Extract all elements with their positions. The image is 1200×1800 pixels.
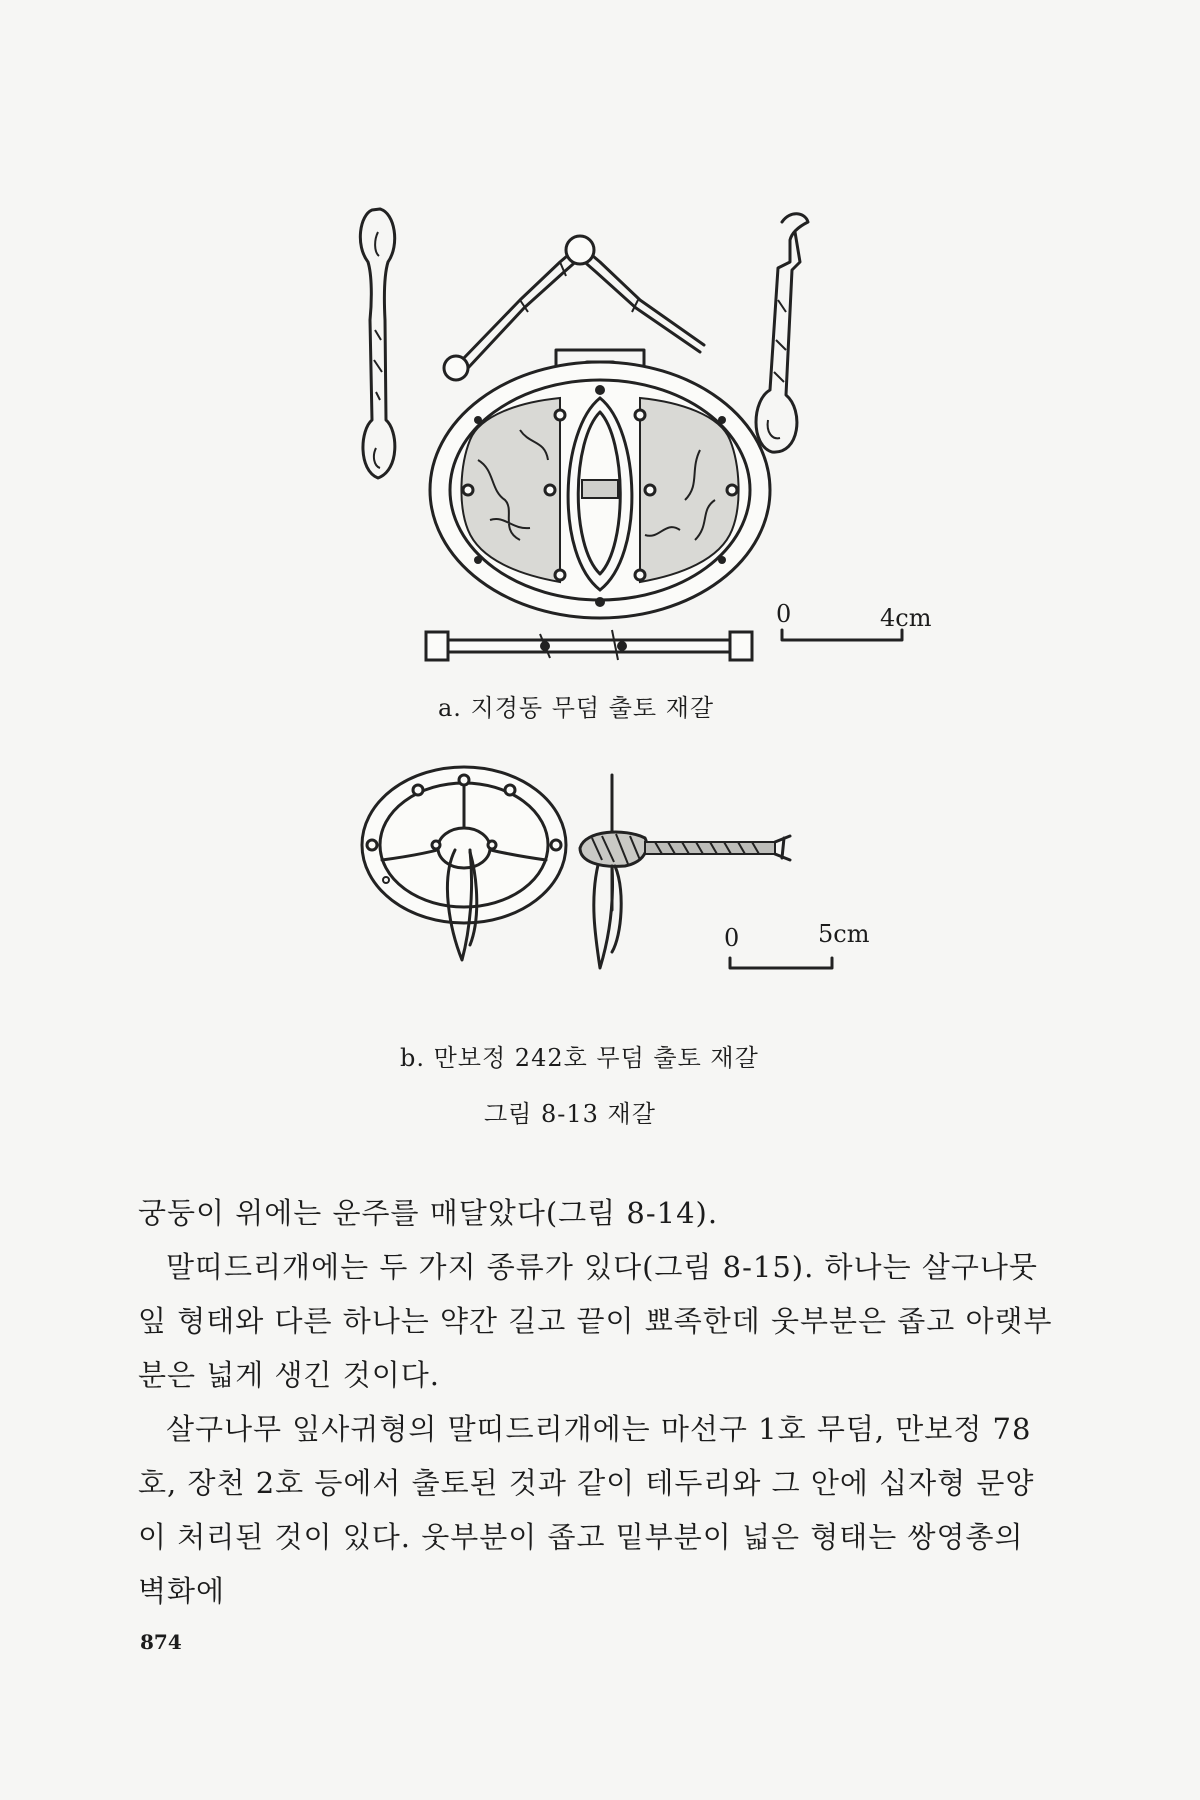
page-number: 874	[140, 1630, 182, 1654]
bit-plate-drawing	[430, 350, 770, 618]
figure-b-caption: b. 만보정 242호 무덤 출토 재갈	[400, 1044, 759, 1072]
paragraph-2: 말띠드리개에는 두 가지 종류가 있다(그림 8-15). 하나는 살구나뭇잎 형태와 다른 하나는 약간 길고 끝이 뾰족한데 웃부분은 좁고 아랫부분은 넓게 생긴 것이다.	[138, 1250, 1053, 1392]
scale-a-end-label: 4cm	[880, 604, 932, 632]
scale-a-zero-label: 0	[776, 600, 792, 628]
paragraph-3: 살구나무 잎사귀형의 말띠드리개에는 마선구 1호 무덤, 만보정 78호, 장천 2호 등에서 출토된 것과 같이 테두리와 그 안에 십자형 문양이 처리된 것이 있다. 웃부분이 좁고 밑부분이 넓은 형태는 쌍영총의 벽화에	[138, 1412, 1035, 1608]
bit-chain-drawing	[444, 236, 704, 380]
scale-b-end-label: 5cm	[818, 920, 870, 948]
ring-bit-side-drawing	[580, 775, 790, 968]
ring-bit-front-drawing	[362, 767, 566, 960]
figure-title: 그림 8-13 재갈	[484, 1100, 656, 1128]
scale-bar-b	[730, 958, 832, 968]
paragraph-1: 궁둥이 위에는 운주를 매달았다(그림 8-14).	[138, 1196, 719, 1230]
right-cheekpiece-drawing	[756, 214, 808, 452]
scale-b-zero-label: 0	[724, 924, 740, 952]
left-cheekpiece-drawing	[360, 209, 395, 478]
figure-a-caption: a. 지경동 무덤 출토 재갈	[438, 694, 715, 722]
body-text	[138, 1186, 1058, 1618]
plate-profile-drawing	[426, 630, 752, 660]
